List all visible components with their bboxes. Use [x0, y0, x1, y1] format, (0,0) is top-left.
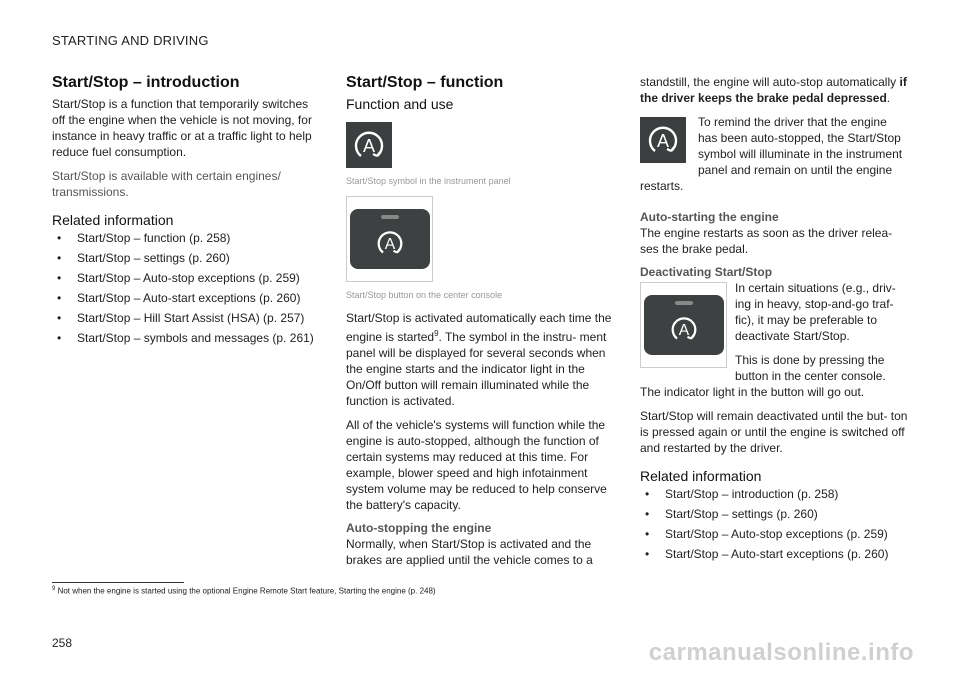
related-info-heading: Related information: [640, 468, 762, 484]
auto-stop-a-icon: [346, 122, 392, 168]
column-function: [346, 74, 612, 576]
svg-text:A: A: [656, 131, 670, 151]
deactivate-paragraph-3: Start/Stop will remain deactivated until the but- ton is pressed again or until the engine is switched off and restarted by the driver.: [640, 409, 908, 455]
autostart-paragraph: The engine restarts as soon as the driver relea- ses the brake pedal.: [640, 226, 893, 256]
related-link[interactable]: • Start/Stop – settings (p. 260): [640, 507, 908, 522]
deactivate-paragraph-2: This is done by pressing the button in the center console. The indicator light in the button will go out.: [640, 353, 886, 399]
autostop-continued: standstill, the engine will auto-stop automatically if the driver keeps the brake pedal depressed.: [640, 75, 907, 105]
systems-paragraph: All of the vehicle's systems will function while the engine is auto-stopped, although the function of certain systems may reduced at this time. For example, blower speed and high infotainment system volume may be reduced to help conserve the battery's capacity.: [346, 418, 607, 512]
start-stop-button-icon: [640, 282, 727, 368]
autostop-heading: Auto-stopping the engine: [346, 521, 492, 535]
activation-paragraph: Start/Stop is activated automatically each time the engine is started$^9$. The symbol in the instru- ment panel will be displayed for several seconds when the engine starts and the indicator light in the On/Off button will remain illuminated while the function is activated.: [346, 311, 612, 408]
function-subtitle: Function and use: [346, 96, 454, 112]
deactivate-heading: Deactivating Start/Stop: [640, 265, 773, 279]
intro-paragraph: Start/Stop is a function that temporarily switches off the engine when the vehicle is not moving, for instance in heavy traffic or at a traffic light to help reduce fuel consumption.: [52, 97, 312, 159]
related-link[interactable]: • Start/Stop – settings (p. 260): [52, 251, 324, 266]
related-link[interactable]: • Start/Stop – Hill Start Assist (HSA) (p. 257): [52, 311, 324, 326]
button-figure: [346, 196, 612, 282]
running-header: STARTING AND DRIVING: [52, 33, 209, 48]
autostart-heading: Auto-starting the engine: [640, 210, 779, 224]
symbol-caption: Start/Stop symbol in the instrument panel: [346, 176, 511, 186]
deactivate-paragraph-1: In certain situations (e.g., driv- ing in heavy, stop-and-go traf- fic), it may be preferable to deactivate Start/Stop.: [735, 281, 896, 343]
auto-stop-a-icon: [640, 117, 686, 163]
button-caption: Start/Stop button on the center console: [346, 290, 503, 300]
symbol-figure: [346, 122, 612, 168]
remind-paragraph: To remind the driver that the engine has been auto-stopped, the Start/Stop symbol will illuminate in the instrument panel and remain on until the engine restarts.: [640, 115, 903, 193]
svg-text:A: A: [678, 322, 689, 340]
related-link[interactable]: • Start/Stop – introduction (p. 258): [640, 487, 908, 502]
related-link[interactable]: • Start/Stop – Auto-stop exceptions (p. 259): [640, 527, 908, 542]
related-link[interactable]: • Start/Stop – Auto-start exceptions (p. 260): [52, 291, 324, 306]
intro-title: Start/Stop – introduction: [52, 74, 240, 91]
deactivate-block: [640, 280, 908, 408]
page-number: 258: [52, 636, 73, 650]
svg-text:A: A: [362, 136, 376, 156]
footnote-divider: [52, 582, 184, 583]
column-function-cont: [640, 74, 908, 567]
related-info-list: [52, 231, 324, 346]
related-link[interactable]: • Start/Stop – symbols and messages (p. 261): [52, 331, 324, 346]
footnote-ref[interactable]: 9: [434, 329, 439, 338]
related-link[interactable]: • Start/Stop – Auto-start exceptions (p. 260): [640, 547, 908, 562]
related-info-list: [640, 487, 908, 562]
function-title: Start/Stop – function: [346, 74, 504, 91]
start-stop-button-icon: [346, 196, 433, 282]
footnote: $^9$ Not when the engine is started using the optional Engine Remote Start feature, Starting the engine (p. 248): [52, 586, 436, 596]
svg-text:A: A: [384, 236, 395, 254]
intro-note: Start/Stop is available with certain engines/ transmissions.: [52, 169, 281, 199]
related-info-heading: Related information: [52, 212, 174, 228]
column-introduction: [52, 74, 324, 351]
related-link[interactable]: • Start/Stop – function (p. 258): [52, 231, 324, 246]
related-link[interactable]: • Start/Stop – Auto-stop exceptions (p. 259): [52, 271, 324, 286]
autostop-paragraph: Normally, when Start/Stop is activated and the brakes are applied until the vehicle comes to a: [346, 537, 593, 567]
remind-block: [640, 114, 908, 202]
watermark: carmanualsonline.info: [648, 639, 914, 666]
